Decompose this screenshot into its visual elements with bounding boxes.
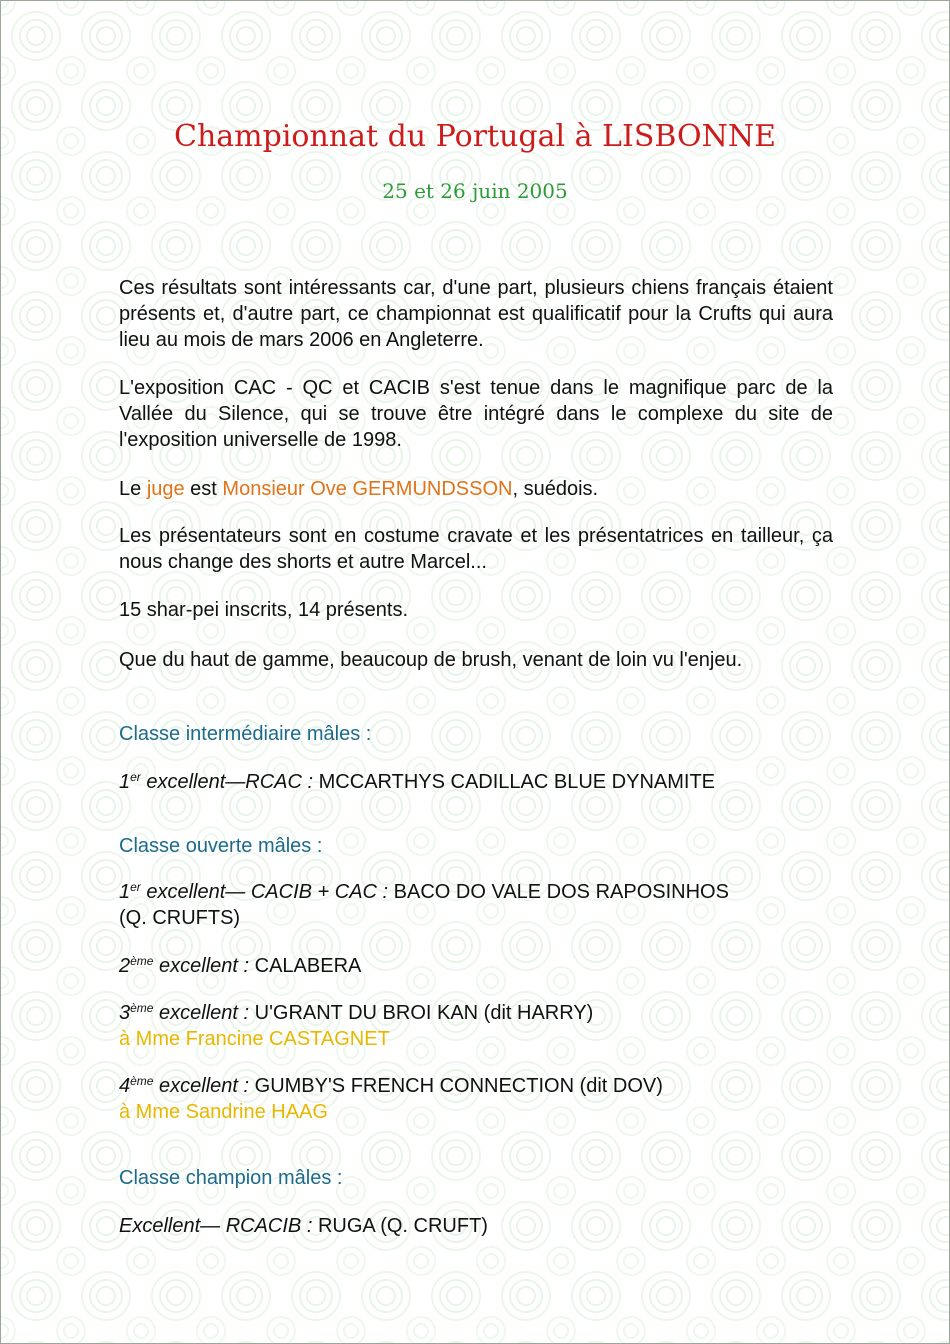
- section-heading-ouverte: Classe ouverte mâles :: [119, 835, 323, 857]
- dog-name: U'GRANT DU BROI KAN (dit HARRY): [254, 1002, 594, 1024]
- intro-paragraph-judge: [119, 476, 833, 502]
- dog-name: MCCARTHYS CADILLAC BLUE DYNAMITE: [318, 771, 716, 793]
- owner-name: à Mme Francine CASTAGNET: [119, 1028, 390, 1050]
- rank: 1er excellent—RCAC :: [119, 770, 319, 793]
- judge-name: Monsieur Ove GERMUNDSSON: [222, 478, 513, 500]
- dog-name: GUMBY'S FRENCH CONNECTION (dit DOV): [254, 1075, 663, 1097]
- judge-prefix: Le: [119, 478, 147, 500]
- intro-paragraph-4: Les présentateurs sont en costume cravate et les présentatrices en tailleur, ça nous change des shorts et autre Marcel...: [119, 525, 833, 573]
- judge-suffix: , suédois.: [512, 478, 599, 500]
- result-champion-1: [119, 1213, 833, 1239]
- rank: Excellent— RCACIB :: [119, 1215, 318, 1237]
- rank: 3ème excellent :: [119, 1001, 255, 1024]
- dog-name: RUGA (Q. CRUFT): [317, 1215, 488, 1237]
- event-date: 25 et 26 juin 2005: [382, 179, 568, 203]
- dog-name: BACO DO VALE DOS RAPOSINHOS: [393, 881, 729, 903]
- judge-word: juge: [146, 478, 185, 500]
- rank: 2ème excellent :: [119, 954, 255, 977]
- intro-paragraph-1: Ces résultats sont intéressants car, d'une part, plusieurs chiens français étaient présents et, d'autre part, ce championnat est qualificatif pour la Crufts qui aura lieu au mois de mars 2006 en Angleterre.: [119, 277, 833, 351]
- page-title: Championnat du Portugal à LISBONNE: [174, 119, 776, 154]
- section-heading-intermediaire: Classe intermédiaire mâles :: [119, 723, 372, 745]
- dog-name: CALABERA: [254, 955, 362, 977]
- intro-paragraph-2: L'exposition CAC - QC et CACIB s'est tenue dans le magnifique parc de la Vallée du Silence, qui se trouve être intégré dans le complexe du site de l'exposition universelle de 1998.: [119, 377, 833, 451]
- qualification-note: (Q. CRUFTS): [119, 907, 241, 929]
- result-intermediaire-1: [119, 769, 833, 795]
- result-ouverte-2: [119, 953, 833, 979]
- judge-est: est: [184, 478, 223, 500]
- section-heading-champion: Classe champion mâles :: [119, 1167, 343, 1189]
- result-ouverte-1: [119, 879, 833, 931]
- intro-paragraph-6: Que du haut de gamme, beaucoup de brush, venant de loin vu l'enjeu.: [119, 649, 743, 671]
- rank: 4ème excellent :: [119, 1074, 255, 1097]
- rank: 1er excellent— CACIB + CAC :: [119, 880, 394, 903]
- owner-name: à Mme Sandrine HAAG: [119, 1101, 328, 1123]
- intro-paragraph-5: 15 shar-pei inscrits, 14 présents.: [119, 599, 409, 621]
- result-ouverte-4: [119, 1073, 833, 1125]
- result-ouverte-3: [119, 1000, 833, 1052]
